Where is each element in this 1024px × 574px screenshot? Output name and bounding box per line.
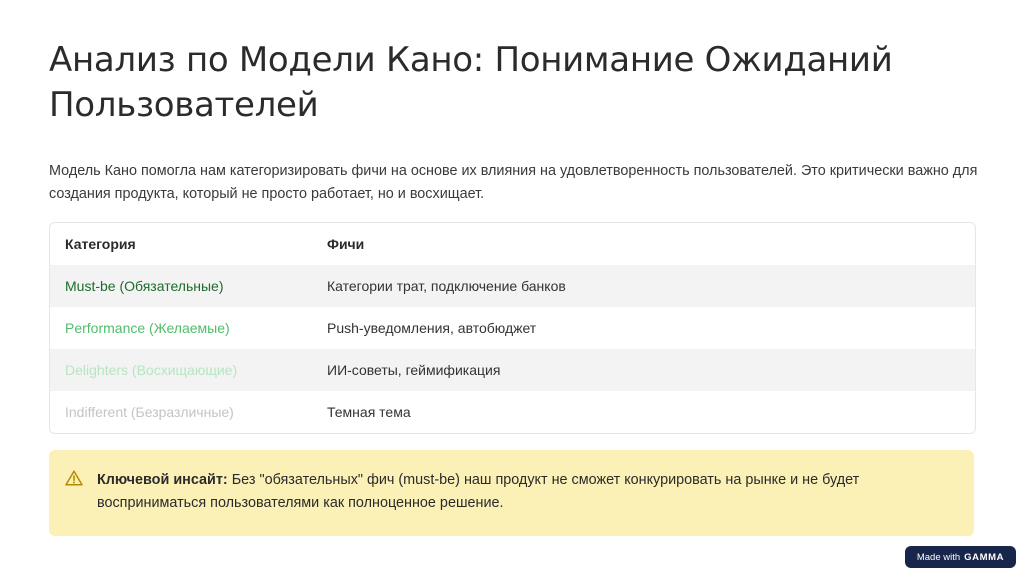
- key-insight-callout: [49, 450, 974, 536]
- category-must-be: Must-be (Обязательные): [65, 278, 224, 294]
- features-must-be: Категории трат, подключение банков: [327, 278, 566, 294]
- category-indifferent: Indifferent (Безразличные): [65, 404, 234, 420]
- features-delighters: ИИ-советы, геймификация: [327, 362, 501, 378]
- warning-icon: [65, 470, 83, 486]
- callout-body: Без "обязательных" фич (must-be) наш продукт не сможет конкурировать на рынке и не будет восприниматься пользователями как полноценное решение.: [97, 472, 860, 511]
- made-with-gamma-badge[interactable]: [905, 546, 1016, 568]
- category-delighters: Delighters (Восхищающие): [65, 362, 238, 378]
- intro-paragraph: Модель Кано помогла нам категоризировать фичи на основе их влияния на удовлетворенность пользователей. Это критически важно для создания продукта, который не просто работает, но и восхищает.: [49, 163, 978, 202]
- column-header-category: Категория: [65, 236, 136, 252]
- column-header-features: Фичи: [327, 236, 365, 252]
- callout-text: [97, 469, 917, 515]
- callout-label: Ключевой инсайт:: [97, 472, 228, 488]
- badge-prefix: Made with: [916, 551, 961, 563]
- page-title: Анализ по Модели Кано: Понимание Ожиданий Пользователей: [49, 40, 893, 125]
- table-row: [50, 307, 975, 349]
- kano-table: [49, 222, 976, 434]
- table-header-row: [50, 223, 975, 265]
- features-indifferent: Темная тема: [327, 404, 411, 420]
- table-row: [50, 265, 975, 307]
- table-row: [50, 349, 975, 391]
- gamma-logo: GAMMA: [964, 551, 1005, 563]
- category-performance: Performance (Желаемые): [65, 320, 230, 336]
- table-row: [50, 391, 975, 433]
- features-performance: Push-уведомления, автобюджет: [327, 320, 537, 336]
